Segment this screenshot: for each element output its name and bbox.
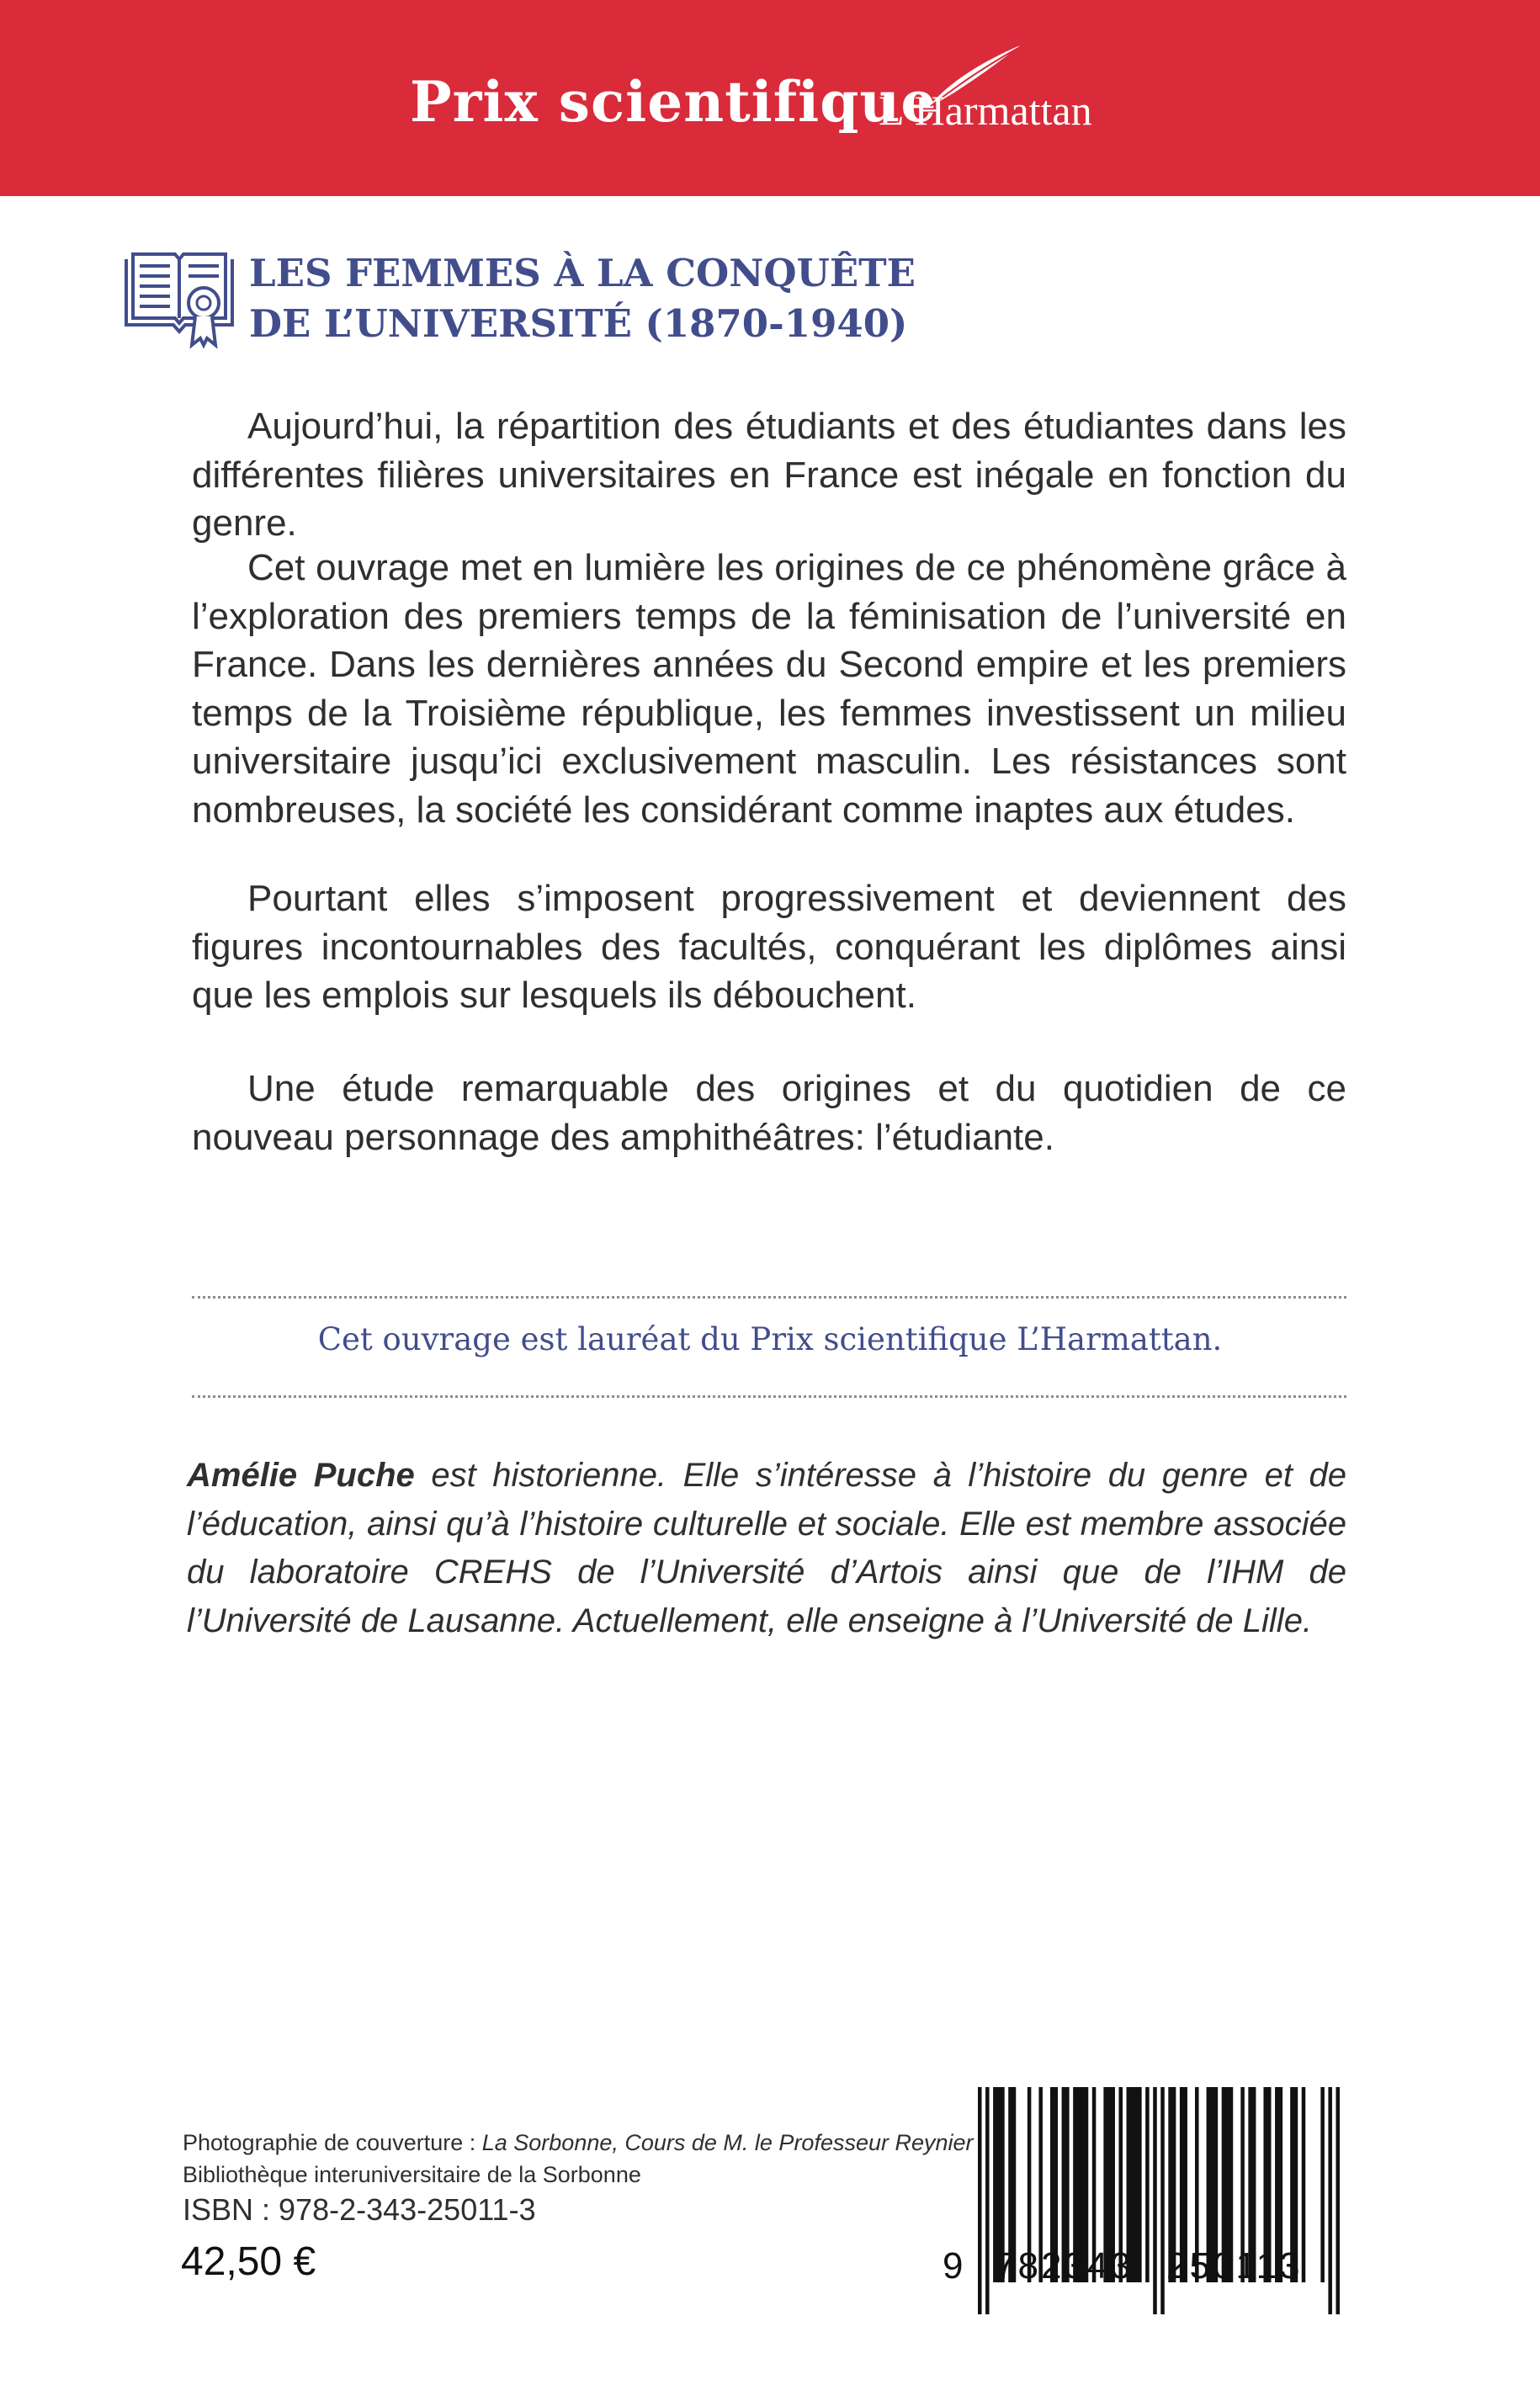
barcode-left-digits: 782343 (995, 2245, 1134, 2287)
header-banner (0, 0, 1540, 196)
summary-paragraph-3: Pourtant elles s’imposent progressivement et deviennent des figures incontournables des facultés, conquérant les diplômes ainsi que les emplois sur lesquels ils débouchent. (192, 878, 1346, 1016)
barcode-bar (1145, 2087, 1150, 2282)
photo-credit-label: Photographie de couverture : (183, 2130, 482, 2155)
barcode-bar (1153, 2087, 1157, 2314)
barcode-bar (1336, 2087, 1340, 2314)
photo-credit-title: La Sorbonne, Cours de M. le Professeur Reynier (481, 2130, 974, 2155)
book-title-line-2: DE L’UNIVERSITÉ (1870-1940) (249, 301, 908, 346)
photo-library: Bibliothèque interuniversitaire de la Sorbonne (183, 2162, 641, 2187)
isbn: ISBN : 978-2-343-25011-3 (183, 2192, 536, 2227)
award-note: Cet ouvrage est lauréat du Prix scientifique L’Harmattan. (317, 1321, 1223, 1357)
publisher-logo (879, 42, 1148, 151)
photo-credit (183, 2130, 974, 2156)
author-bio-text: est historienne. Elle s’intéresse à l’histoire du genre et de l’éducation, ainsi qu’à l’histoire culturelle et sociale. Elle est membre associée du laboratoire CREHS de l’Université d’Artois ainsi que de l’IHM de l’Université de Lausanne. Actuellement, elle enseigne à l’Université de Lille. (187, 1457, 1347, 1639)
publisher-name: L’Harmattan (879, 87, 1092, 134)
dotted-divider-bottom (192, 1395, 1346, 1398)
barcode-bar (1160, 2087, 1165, 2314)
summary-paragraph-4: Une étude remarquable des origines et du quotidien de ce nouveau personnage des amphithéâtres: l’étudiante. (192, 1068, 1346, 1158)
author-name: Amélie Puche (187, 1457, 415, 1494)
barcode-bar (985, 2087, 990, 2314)
book-title-line-1: LES FEMMES À LA CONQUÊTE (249, 251, 916, 295)
author-bio (187, 1452, 1346, 1645)
price: 42,50 € (181, 2239, 316, 2284)
series-title: Prix scientifique (410, 69, 937, 135)
barcode-bar (1320, 2087, 1325, 2282)
summary-paragraph-2: Cet ouvrage met en lumière les origines de ce phénomène grâce à l’exploration des premiers temps de la féminisation de l’université en France. Dans les dernières années du Second empire et les premiers temps de la Troisième république, les femmes investissent un milieu universitaire jusqu’ici exclusivement masculin. Les résistances sont nombreuses, la société les considérant comme inaptes aux études. (192, 547, 1346, 831)
barcode-right-digits: 250113 (1166, 2245, 1303, 2287)
summary-paragraph-1: Aujourd’hui, la répartition des étudiants et des étudiantes dans les différentes filières universitaires en France est inégale en fonction du genre. (192, 406, 1346, 544)
barcode-bar (978, 2087, 982, 2314)
book-with-award-ribbon-icon (123, 251, 236, 350)
dotted-divider-top (192, 1296, 1346, 1299)
barcode-first-digit: 9 (943, 2245, 964, 2287)
barcode-bar (1328, 2087, 1332, 2314)
